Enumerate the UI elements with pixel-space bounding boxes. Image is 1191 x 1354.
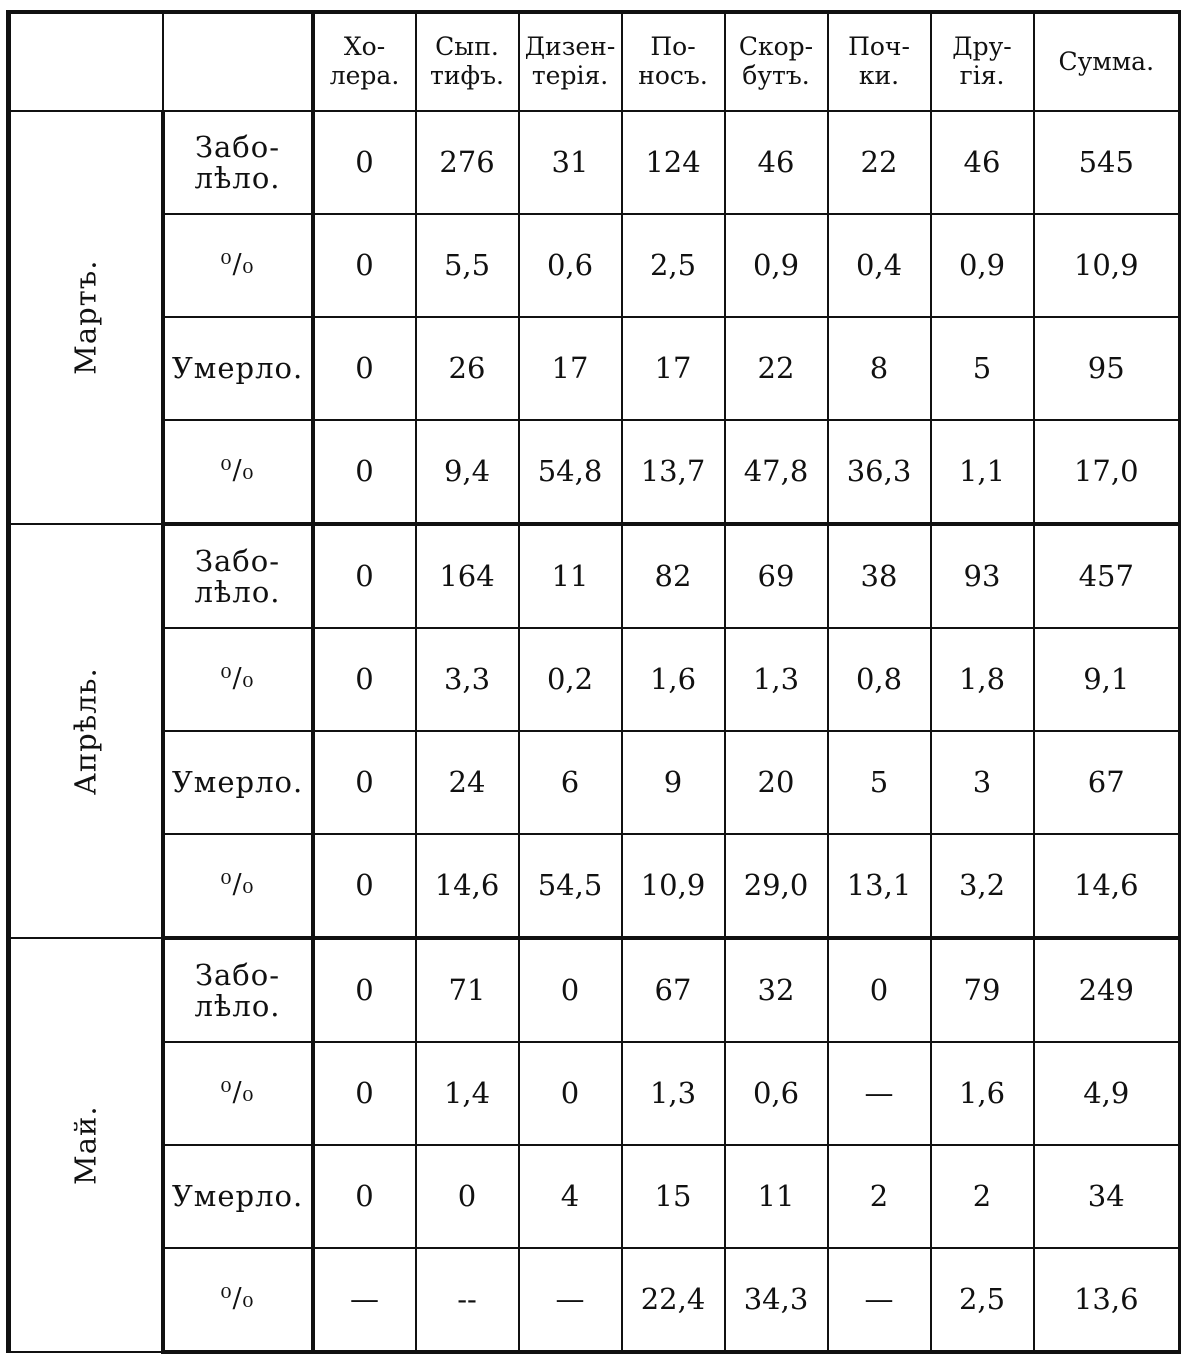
row-fell-ill [9,938,1180,1042]
row-label [163,111,313,214]
row-label: ⁰/₀ [163,1042,313,1145]
cell-dysentery: 11 [519,524,622,628]
cell-cholera: 0 [313,420,416,524]
row-label: ⁰/₀ [163,1248,313,1352]
cell-other: 79 [931,938,1034,1042]
cell-diarrhea: 1,6 [622,628,725,731]
header-blank-label [163,12,313,111]
row-percent-ill [9,1042,1180,1145]
row-label: ⁰/₀ [163,420,313,524]
cell-diarrhea: 124 [622,111,725,214]
cell-scurvy: 0,6 [725,1042,828,1145]
month-name: Мартъ. [68,259,103,376]
cell-sum: 457 [1034,524,1180,628]
cell-diarrhea: 67 [622,938,725,1042]
cell-dysentery: 6 [519,731,622,834]
cell-diarrhea: 17 [622,317,725,420]
cell-other: 1,6 [931,1042,1034,1145]
row-percent-died [9,420,1180,524]
cell-typhus: -- [416,1248,519,1352]
cell-scurvy: 46 [725,111,828,214]
cell-other: 2,5 [931,1248,1034,1352]
row-died [9,317,1180,420]
cell-cholera: 0 [313,317,416,420]
cell-scurvy: 1,3 [725,628,828,731]
cell-kidneys: 36,3 [828,420,931,524]
cell-sum: 4,9 [1034,1042,1180,1145]
cell-cholera: 0 [313,628,416,731]
cell-cholera: 0 [313,1042,416,1145]
cell-sum: 9,1 [1034,628,1180,731]
cell-kidneys: — [828,1042,931,1145]
disease-statistics-table [6,10,1181,1354]
row-died [9,1145,1180,1248]
row-percent-died [9,834,1180,938]
row-label-line: Забо- [194,544,281,579]
cell-diarrhea: 82 [622,524,725,628]
cell-sum: 13,6 [1034,1248,1180,1352]
cell-other: 3 [931,731,1034,834]
col-header-sum: Сумма. [1034,12,1180,111]
cell-sum: 545 [1034,111,1180,214]
cell-dysentery: 31 [519,111,622,214]
cell-kidneys: 8 [828,317,931,420]
cell-sum: 14,6 [1034,834,1180,938]
cell-diarrhea: 15 [622,1145,725,1248]
cell-diarrhea: 9 [622,731,725,834]
row-label-line: Забо- [194,958,281,993]
cell-sum: 10,9 [1034,214,1180,317]
cell-typhus: 1,4 [416,1042,519,1145]
cell-kidneys: 2 [828,1145,931,1248]
cell-dysentery: — [519,1248,622,1352]
cell-cholera: 0 [313,214,416,317]
cell-dysentery: 17 [519,317,622,420]
cell-scurvy: 29,0 [725,834,828,938]
cell-cholera: 0 [313,1145,416,1248]
cell-typhus: 5,5 [416,214,519,317]
cell-scurvy: 0,9 [725,214,828,317]
col-header-kidneys: Поч- ки. [828,12,931,111]
cell-kidneys: — [828,1248,931,1352]
cell-kidneys: 0 [828,938,931,1042]
cell-other: 5 [931,317,1034,420]
row-label-line: лѣло. [194,988,281,1023]
col-header-other: Дру- гія. [931,12,1034,111]
month-label [9,938,163,1352]
cell-dysentery: 4 [519,1145,622,1248]
table-body [9,111,1180,1352]
cell-scurvy: 32 [725,938,828,1042]
cell-diarrhea: 2,5 [622,214,725,317]
cell-kidneys: 0,4 [828,214,931,317]
cell-scurvy: 34,3 [725,1248,828,1352]
cell-diarrhea: 22,4 [622,1248,725,1352]
row-label-line: Забо- [194,130,281,165]
cell-other: 2 [931,1145,1034,1248]
col-header-typhus: Сып. тифъ. [416,12,519,111]
month-label [9,524,163,938]
cell-cholera: 0 [313,938,416,1042]
row-fell-ill [9,524,1180,628]
cell-kidneys: 13,1 [828,834,931,938]
cell-typhus: 24 [416,731,519,834]
cell-typhus: 0 [416,1145,519,1248]
row-label-line: лѣло. [194,160,281,195]
cell-sum: 34 [1034,1145,1180,1248]
cell-typhus: 164 [416,524,519,628]
header-blank-month [9,12,163,111]
cell-dysentery: 0,2 [519,628,622,731]
cell-other: 3,2 [931,834,1034,938]
cell-cholera: 0 [313,834,416,938]
col-header-scurvy: Скор- бутъ. [725,12,828,111]
cell-other: 1,8 [931,628,1034,731]
cell-scurvy: 22 [725,317,828,420]
row-label [163,938,313,1042]
cell-typhus: 71 [416,938,519,1042]
cell-dysentery: 0 [519,938,622,1042]
cell-scurvy: 20 [725,731,828,834]
cell-typhus: 26 [416,317,519,420]
cell-diarrhea: 10,9 [622,834,725,938]
cell-sum: 67 [1034,731,1180,834]
cell-dysentery: 0,6 [519,214,622,317]
row-percent-ill [9,628,1180,731]
cell-typhus: 9,4 [416,420,519,524]
row-label [163,524,313,628]
cell-dysentery: 0 [519,1042,622,1145]
row-fell-ill [9,111,1180,214]
cell-other: 1,1 [931,420,1034,524]
row-label: Умерло. [163,731,313,834]
cell-dysentery: 54,8 [519,420,622,524]
month-name: Май. [68,1105,103,1185]
row-label: Умерло. [163,1145,313,1248]
cell-typhus: 14,6 [416,834,519,938]
cell-cholera: 0 [313,111,416,214]
cell-sum: 95 [1034,317,1180,420]
month-label [9,111,163,524]
row-label: Умерло. [163,317,313,420]
cell-other: 46 [931,111,1034,214]
row-label: ⁰/₀ [163,834,313,938]
cell-kidneys: 22 [828,111,931,214]
cell-kidneys: 5 [828,731,931,834]
cell-cholera: — [313,1248,416,1352]
cell-kidneys: 38 [828,524,931,628]
col-header-cholera: Хо- лера. [313,12,416,111]
cell-other: 93 [931,524,1034,628]
row-label: ⁰/₀ [163,628,313,731]
cell-scurvy: 69 [725,524,828,628]
row-label-line: лѣло. [194,574,281,609]
cell-kidneys: 0,8 [828,628,931,731]
cell-sum: 17,0 [1034,420,1180,524]
cell-typhus: 276 [416,111,519,214]
row-percent-ill [9,214,1180,317]
col-header-diarrhea: По- носъ. [622,12,725,111]
cell-diarrhea: 1,3 [622,1042,725,1145]
header-row [9,12,1180,111]
month-name: Апрѣль. [68,667,103,795]
col-header-dysentery: Дизен- терія. [519,12,622,111]
cell-sum: 249 [1034,938,1180,1042]
cell-cholera: 0 [313,731,416,834]
cell-typhus: 3,3 [416,628,519,731]
cell-other: 0,9 [931,214,1034,317]
cell-diarrhea: 13,7 [622,420,725,524]
cell-scurvy: 11 [725,1145,828,1248]
row-label: ⁰/₀ [163,214,313,317]
cell-cholera: 0 [313,524,416,628]
cell-scurvy: 47,8 [725,420,828,524]
row-died [9,731,1180,834]
cell-dysentery: 54,5 [519,834,622,938]
row-percent-died [9,1248,1180,1352]
